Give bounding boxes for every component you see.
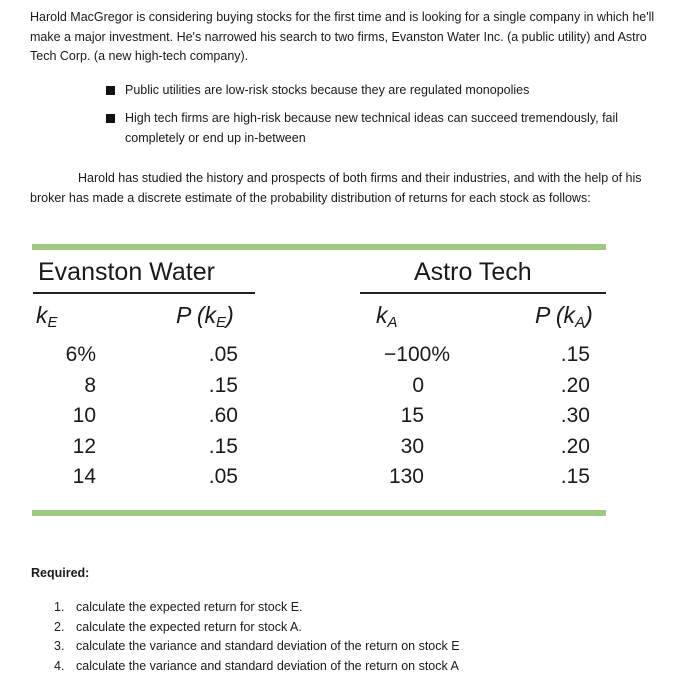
table-bottom-bar: [32, 510, 606, 516]
table-cell: 15: [400, 404, 424, 427]
table-cell: .05: [208, 343, 238, 366]
header-prefix: P (k: [535, 302, 576, 328]
list-item: [54, 618, 460, 638]
list-item: [54, 637, 460, 657]
astro-probs-column: [540, 340, 590, 493]
item-text: calculate the variance and standard deviation of the return on stock E: [76, 639, 460, 654]
item-number: 4.: [54, 659, 65, 674]
item-number: 3.: [54, 639, 65, 654]
item-text: calculate the variance and standard deviation of the return on stock A: [76, 659, 459, 674]
evanston-title: Evanston Water: [38, 258, 215, 286]
table-cell: .60: [208, 404, 238, 427]
bullet-item: [106, 108, 666, 148]
header-subscript: E: [216, 314, 227, 331]
table-cell: .15: [560, 343, 590, 366]
table-cell: 30: [400, 434, 424, 458]
table-cell: 8: [84, 373, 96, 397]
table-cell: .30: [560, 404, 590, 427]
astro-title: Astro Tech: [414, 258, 532, 286]
header-symbol: k: [36, 302, 48, 328]
table-cell: 12: [72, 434, 96, 458]
table-cell: 6%: [65, 343, 96, 366]
header-suffix: ): [585, 302, 593, 328]
bullet-text: Public utilities are low-risk stocks because they are regulated monopolies: [125, 83, 530, 97]
required-heading: Required:: [31, 566, 90, 580]
table-cell: .20: [560, 434, 590, 458]
evanston-prob-header: [176, 302, 234, 331]
header-suffix: ): [226, 302, 234, 328]
evanston-rule: [33, 292, 255, 294]
evanston-probs-column: [188, 340, 238, 493]
header-symbol: k: [376, 302, 388, 328]
second-paragraph: [30, 169, 658, 208]
square-bullet-icon: [106, 86, 115, 95]
required-list: [54, 598, 460, 677]
item-text: calculate the expected return for stock E.: [76, 600, 303, 614]
table-cell: 130: [388, 465, 424, 488]
table-cell: .20: [560, 373, 590, 397]
table-cell: 10: [72, 404, 96, 427]
second-paragraph-text: Harold has studied the history and prospects of both firms and their industries, and with the help of his broker has made a discrete estimate of the probability distribution of returns for each stock as follows:: [30, 171, 642, 205]
table-top-bar: [32, 244, 606, 250]
header-prefix: P (k: [176, 302, 217, 328]
astro-rule: [360, 292, 606, 294]
list-item: [54, 598, 460, 618]
astro-return-header: [376, 302, 398, 331]
table-cell: .15: [560, 465, 590, 488]
square-bullet-icon: [106, 114, 115, 123]
bullet-item: [106, 80, 666, 100]
item-number: 1.: [54, 600, 65, 614]
header-subscript: E: [47, 314, 58, 331]
table-cell: 0: [412, 373, 424, 397]
header-subscript: A: [387, 314, 398, 331]
bullet-text: High tech firms are high-risk because new technical ideas can succeed tremendously, fail completely or end up in-between: [125, 111, 619, 145]
evanston-returns-column: [36, 340, 96, 493]
table-cell: .15: [208, 434, 238, 458]
table-cell: .15: [208, 373, 238, 397]
header-subscript: A: [575, 314, 586, 331]
astro-returns-column: [360, 340, 450, 493]
bullet-list: [106, 80, 666, 148]
table-cell: .05: [208, 465, 238, 488]
item-text: calculate the expected return for stock A.: [76, 619, 302, 634]
intro-paragraph: Harold MacGregor is considering buying stocks for the first time and is looking for a single company in which he'll make a major investment. He's narrowed his search to two firms, Evanston Water Inc. (a public utility) and Astro Tech Corp. (a new high-tech company).: [30, 10, 655, 63]
table-cell: 14: [72, 465, 96, 488]
table-cell: −100%: [384, 343, 450, 366]
list-item: [54, 657, 460, 677]
astro-prob-header: [535, 302, 593, 331]
evanston-return-header: [36, 302, 58, 331]
item-number: 2.: [54, 619, 65, 634]
